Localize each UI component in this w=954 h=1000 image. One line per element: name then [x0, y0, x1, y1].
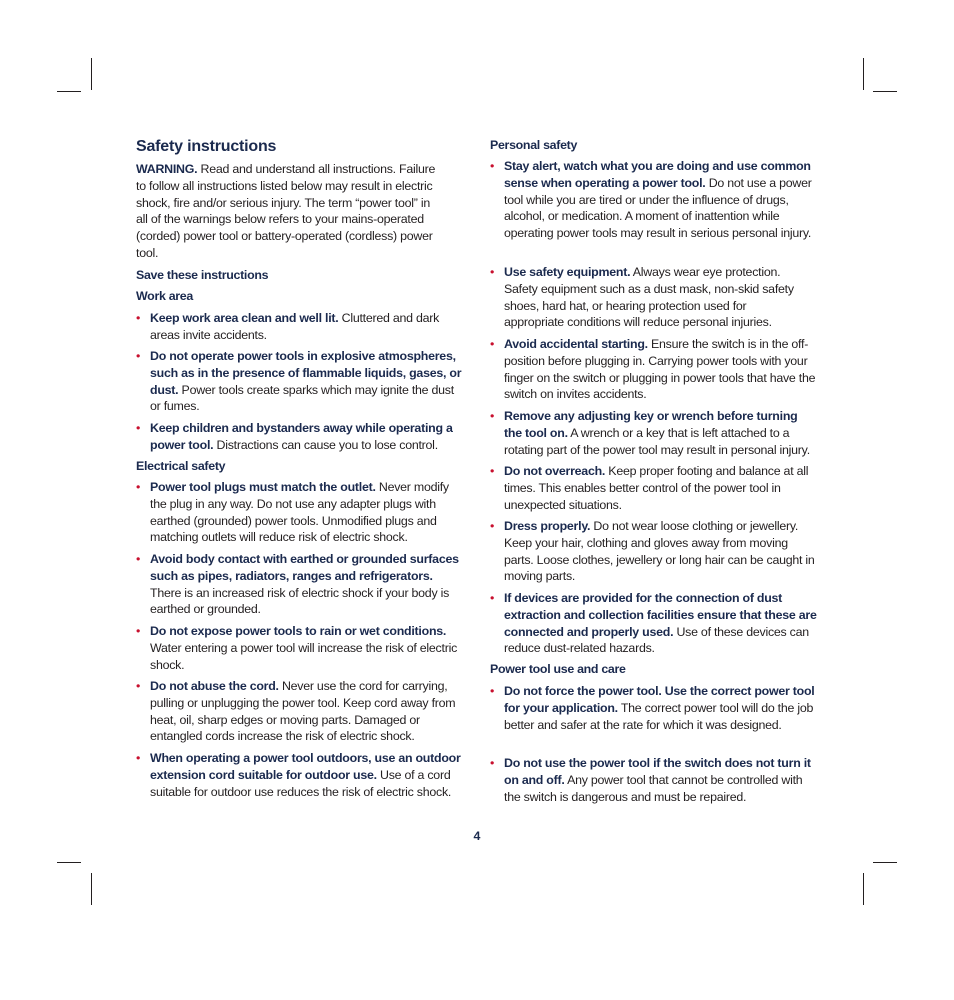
- list-item: • Stay alert, watch what you are doing and use common sense when operating a power tool. Do not use a power tool while you are tired or under the influence of drugs, alcohol, or medication. A moment of inattention while operating power tools may result in serious personal injury.: [490, 158, 816, 242]
- power-tool-use-heading: Power tool use and care: [490, 662, 626, 676]
- list-item: • Do not expose power tools to rain or wet conditions. Water entering a power tool will increase the risk of electric shock.: [136, 623, 464, 673]
- crop-mark: [863, 58, 864, 90]
- list-item: • Dress properly. Do not wear loose clothing or jewellery. Keep your hair, clothing and gloves away from moving parts. Loose clothes, jewellery or long hair can be caught in moving parts.: [490, 518, 818, 585]
- list-item: • Do not use the power tool if the switch does not turn it on and off. Any power tool that cannot be controlled with the switch is dangerous and must be repaired.: [490, 755, 818, 805]
- personal-safety-heading: Personal safety: [490, 138, 578, 152]
- crop-mark: [863, 873, 864, 905]
- list-item: • Keep children and bystanders away while operating a power tool. Distractions can cause you to lose control.: [136, 420, 462, 454]
- list-item: • Do not force the power tool. Use the correct power tool for your application. The correct power tool will do the job better and safer at the rate for which it was designed.: [490, 683, 818, 733]
- electrical-safety-heading: Electrical safety: [136, 459, 226, 473]
- list-item: • Do not operate power tools in explosive atmospheres, such as in the presence of flammable liquids, gases, or dust. Power tools create sparks which may ignite the dust or fumes.: [136, 348, 462, 415]
- list-item: • Remove any adjusting key or wrench before turning the tool on. A wrench or a key that is left attached to a rotating part of the power tool may result in personal injury.: [490, 408, 818, 458]
- crop-mark: [873, 91, 897, 92]
- list-item: • Do not abuse the cord. Never use the cord for carrying, pulling or unplugging the power tool. Keep cord away from heat, oil, sharp edges or moving parts. Damaged or entangled cords increase the risk of electric shock.: [136, 678, 464, 745]
- warning-paragraph: [136, 161, 436, 262]
- crop-mark: [57, 862, 81, 863]
- work-area-heading: Work area: [136, 289, 193, 303]
- list-item: • Avoid body contact with earthed or grounded surfaces such as pipes, radiators, ranges and refrigerators. There is an increased risk of electric shock if your body is earthed or grounded.: [136, 551, 464, 618]
- crop-mark: [873, 862, 897, 863]
- list-item: • If devices are provided for the connection of dust extraction and collection facilities ensure that these are connected and properly used. Use of these devices can reduce dust-related hazards.: [490, 590, 818, 657]
- list-item: • Avoid accidental starting. Ensure the switch is in the off-position before plugging in. Carrying power tools with your finger on the switch or plugging in power tools that have the switch on invites accidents.: [490, 336, 816, 403]
- list-item: • When operating a power tool outdoors, use an outdoor extension cord suitable for outdoor use. Use of a cord suitable for outdoor use reduces the risk of electric shock.: [136, 750, 464, 800]
- crop-mark: [91, 873, 92, 905]
- list-item: • Use safety equipment. Always wear eye protection. Safety equipment such as a dust mask, non-skid safety shoes, hard hat, or hearing protection used for appropriate conditions will reduce personal injuries.: [490, 264, 804, 331]
- list-item: • Keep work area clean and well lit. Cluttered and dark areas invite accidents.: [136, 310, 460, 344]
- crop-mark: [91, 58, 92, 90]
- warning-text: Read and understand all instructions. Failure to follow all instructions listed below may result in electric shock, fire and/or serious injury. The term “power tool” in all of the warnings below refers to your mains-operated (corded) power tool or battery-operated (cordless) power tool.: [136, 162, 436, 260]
- crop-mark: [57, 91, 81, 92]
- list-item: • Power tool plugs must match the outlet. Never modify the plug in any way. Do not use any adapter plugs with earthed (grounded) power tools. Unmodified plugs and matching outlets will reduce risk of electric shock.: [136, 479, 464, 546]
- page-number: 4: [473, 829, 481, 843]
- save-instructions-heading: Save these instructions: [136, 268, 269, 282]
- list-item: • Do not overreach. Keep proper footing and balance at all times. This enables better control of the power tool in unexpected situations.: [490, 463, 818, 513]
- page-title: Safety instructions: [136, 138, 277, 155]
- warning-lead: WARNING.: [136, 162, 198, 176]
